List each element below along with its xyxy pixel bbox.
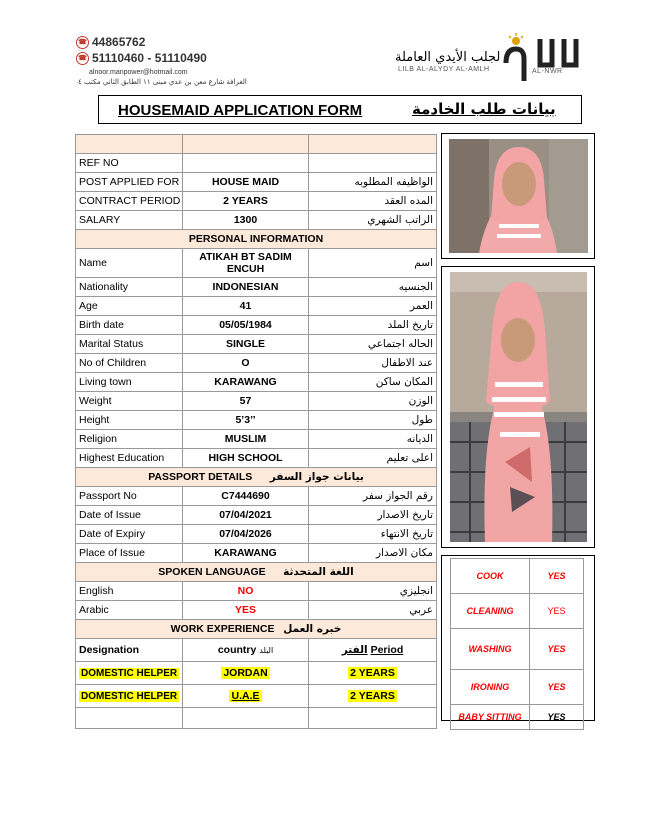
period-header xyxy=(309,639,437,662)
field-label: Nationality xyxy=(76,278,183,297)
experience-period-text: 2 YEARS xyxy=(350,667,395,679)
table-row xyxy=(76,487,437,506)
field-value: KARAWANG xyxy=(183,373,309,392)
field-value: 05/05/1984 xyxy=(183,316,309,335)
field-label: Marital Status xyxy=(76,335,183,354)
table-row xyxy=(76,354,437,373)
experience-designation xyxy=(76,685,183,708)
section-title: PERSONAL INFORMATION xyxy=(76,230,437,249)
field-label: Place of Issue xyxy=(76,544,183,563)
logo-english-text: LILB AL-ALYDY AL-AMLH xyxy=(398,66,490,73)
field-label-arabic: المكان ساكن xyxy=(309,373,437,392)
field-value: 07/04/2021 xyxy=(183,506,309,525)
section-heading-passport xyxy=(76,468,437,487)
field-value: NO xyxy=(183,582,309,601)
section-title-arabic: خبره العمل xyxy=(283,623,342,635)
section-title-english: WORK EXPERIENCE xyxy=(170,623,275,635)
field-label: No of Children xyxy=(76,354,183,373)
applicant-full-body-photo xyxy=(450,272,587,542)
table-row xyxy=(76,335,437,354)
table-row xyxy=(76,411,437,430)
field-label-arabic: الواظيفه المطلوبه xyxy=(309,173,437,192)
field-label-arabic: طول xyxy=(309,411,437,430)
phone-number-2: 51110460 - 51110490 xyxy=(92,51,207,65)
experience-country-text: JORDAN xyxy=(223,667,268,679)
skill-row xyxy=(451,705,584,730)
field-value xyxy=(183,154,309,173)
experience-designation-text: DOMESTIC HELPER xyxy=(81,690,178,702)
experience-country xyxy=(183,662,309,685)
experience-country-text: U.A.E xyxy=(231,690,260,702)
field-value: MUSLIM xyxy=(183,430,309,449)
form-title-english: HOUSEMAID APPLICATION FORM xyxy=(118,102,363,119)
field-value: 57 xyxy=(183,392,309,411)
table-row xyxy=(76,249,437,278)
field-label-arabic xyxy=(309,154,437,173)
phone-line-1 xyxy=(76,35,145,49)
field-label: Birth date xyxy=(76,316,183,335)
experience-designation xyxy=(76,662,183,685)
period-header-arabic: الفتر xyxy=(341,644,368,656)
field-value: KARAWANG xyxy=(183,544,309,563)
field-label-arabic: تاريخ الاصدار xyxy=(309,506,437,525)
skill-row xyxy=(451,629,584,670)
field-label-arabic: المده العقد xyxy=(309,192,437,211)
field-label: Name xyxy=(76,249,183,278)
skill-name: WASHING xyxy=(451,629,530,670)
field-value: INDONESIAN xyxy=(183,278,309,297)
section-title-arabic: بيانات جواز السفر xyxy=(269,471,364,483)
field-value: 2 YEARS xyxy=(183,192,309,211)
skill-answer: YES xyxy=(530,705,584,730)
email-line xyxy=(89,69,188,76)
field-label-arabic: اسم xyxy=(309,249,437,278)
table-row xyxy=(76,430,437,449)
experience-country xyxy=(183,685,309,708)
skills-table xyxy=(450,558,584,730)
section-title-arabic: اللغة المتحدثة xyxy=(283,566,354,578)
field-label: Religion xyxy=(76,430,183,449)
field-label: CONTRACT PERIOD xyxy=(76,192,183,211)
table-row xyxy=(76,297,437,316)
empty-cell xyxy=(309,708,437,729)
skill-name: IRONING xyxy=(451,670,530,705)
skill-row xyxy=(451,670,584,705)
field-value: 5’3’’ xyxy=(183,411,309,430)
experience-period xyxy=(309,662,437,685)
field-label-arabic: انجليزي xyxy=(309,582,437,601)
applicant-portrait-photo xyxy=(449,139,588,253)
section-title xyxy=(76,468,437,487)
address-line xyxy=(78,78,247,86)
field-value: O xyxy=(183,354,309,373)
empty-cell xyxy=(183,708,309,729)
field-label: Passport No xyxy=(76,487,183,506)
form-title-arabic: بيانات طلب الخادمة xyxy=(412,100,556,118)
field-label-arabic: عند الاطفال xyxy=(309,354,437,373)
empty-cell xyxy=(76,708,183,729)
skill-row xyxy=(451,559,584,594)
field-value: HIGH SCHOOL xyxy=(183,449,309,468)
table-row xyxy=(76,662,437,685)
field-label-arabic: تاريخ الانتهاء xyxy=(309,525,437,544)
field-label: Age xyxy=(76,297,183,316)
skill-answer: YES xyxy=(530,594,584,629)
address-text: الغرافة شارع معن بن عدي مبنى ١١ الطابق الثاني مكتب ٤ xyxy=(78,78,247,86)
logo-brand-text: AL-NWR xyxy=(532,68,563,75)
phone-line-2 xyxy=(76,51,207,65)
field-value: 07/04/2026 xyxy=(183,525,309,544)
field-label: Date of Issue xyxy=(76,506,183,525)
table-row xyxy=(76,154,437,173)
field-label: Weight xyxy=(76,392,183,411)
table-row xyxy=(76,211,437,230)
skill-answer: YES xyxy=(530,670,584,705)
logo-arabic-text: لجلب الأيدي العاملة xyxy=(395,50,501,65)
skill-answer: YES xyxy=(530,559,584,594)
section-title-english: PASSPORT DETAILS xyxy=(148,471,253,483)
country-header xyxy=(183,639,309,662)
field-label: Date of Expiry xyxy=(76,525,183,544)
section-title-english: SPOKEN LANGUAGE xyxy=(158,566,266,578)
field-value: C7444690 xyxy=(183,487,309,506)
section-title xyxy=(76,620,437,639)
phone-icon: ☎ xyxy=(76,52,89,65)
table-row xyxy=(76,544,437,563)
phone-number-1: 44865762 xyxy=(92,35,146,49)
table-row xyxy=(76,685,437,708)
field-value: 1300 xyxy=(183,211,309,230)
table-row xyxy=(76,192,437,211)
section-heading-language xyxy=(76,563,437,582)
field-value: HOUSE MAID xyxy=(183,173,309,192)
country-header-english: country xyxy=(217,644,257,656)
company-logo-icon xyxy=(500,33,582,83)
email-text: alnoor.manpower@hotmail.com xyxy=(89,69,188,76)
designation-header: Designation xyxy=(76,639,183,662)
table-header-row xyxy=(76,135,437,154)
field-value: YES xyxy=(183,601,309,620)
experience-period xyxy=(309,685,437,708)
table-row xyxy=(76,525,437,544)
field-label: Living town xyxy=(76,373,183,392)
experience-period-text: 2 YEARS xyxy=(350,690,395,702)
field-label: Height xyxy=(76,411,183,430)
skill-name: CLEANING xyxy=(451,594,530,629)
phone-icon: ☎ xyxy=(76,36,89,49)
field-label-arabic: تاريخ الملد xyxy=(309,316,437,335)
table-row xyxy=(76,392,437,411)
table-row xyxy=(76,173,437,192)
field-label: REF NO xyxy=(76,154,183,173)
field-label-arabic: عربي xyxy=(309,601,437,620)
table-row xyxy=(76,449,437,468)
field-label-arabic: الوزن xyxy=(309,392,437,411)
field-label: POST APPLIED FOR xyxy=(76,173,183,192)
table-row xyxy=(76,708,437,729)
table-row xyxy=(76,278,437,297)
field-value: ATIKAH BT SADIM ENCUH xyxy=(183,249,309,278)
field-label-arabic: اعلى تعليم xyxy=(309,449,437,468)
experience-designation-text: DOMESTIC HELPER xyxy=(81,667,178,679)
field-label-arabic: الحاله اجتماعي xyxy=(309,335,437,354)
table-row xyxy=(76,316,437,335)
section-title xyxy=(76,563,437,582)
period-header-english: Period xyxy=(370,644,404,656)
field-label-arabic: العمر xyxy=(309,297,437,316)
field-label-arabic: الراتب الشهري xyxy=(309,211,437,230)
skill-answer: YES xyxy=(530,629,584,670)
table-row xyxy=(76,582,437,601)
section-heading-experience xyxy=(76,620,437,639)
table-row xyxy=(76,373,437,392)
field-label: English xyxy=(76,582,183,601)
field-label-arabic: رقم الجواز سفر xyxy=(309,487,437,506)
skill-name: COOK xyxy=(451,559,530,594)
field-value: SINGLE xyxy=(183,335,309,354)
section-heading-personal xyxy=(76,230,437,249)
table-row xyxy=(76,506,437,525)
field-label: SALARY xyxy=(76,211,183,230)
field-value: 41 xyxy=(183,297,309,316)
experience-header-row xyxy=(76,639,437,662)
field-label-arabic: الديانه xyxy=(309,430,437,449)
country-header-arabic: البلد xyxy=(259,646,274,655)
table-row xyxy=(76,601,437,620)
field-label-arabic: مكان الاصدار xyxy=(309,544,437,563)
skill-name: BABY SITTING xyxy=(451,705,530,730)
field-label: Arabic xyxy=(76,601,183,620)
field-label: Highest Education xyxy=(76,449,183,468)
application-form-table xyxy=(75,134,437,729)
skill-row xyxy=(451,594,584,629)
field-label-arabic: الجنسيه xyxy=(309,278,437,297)
